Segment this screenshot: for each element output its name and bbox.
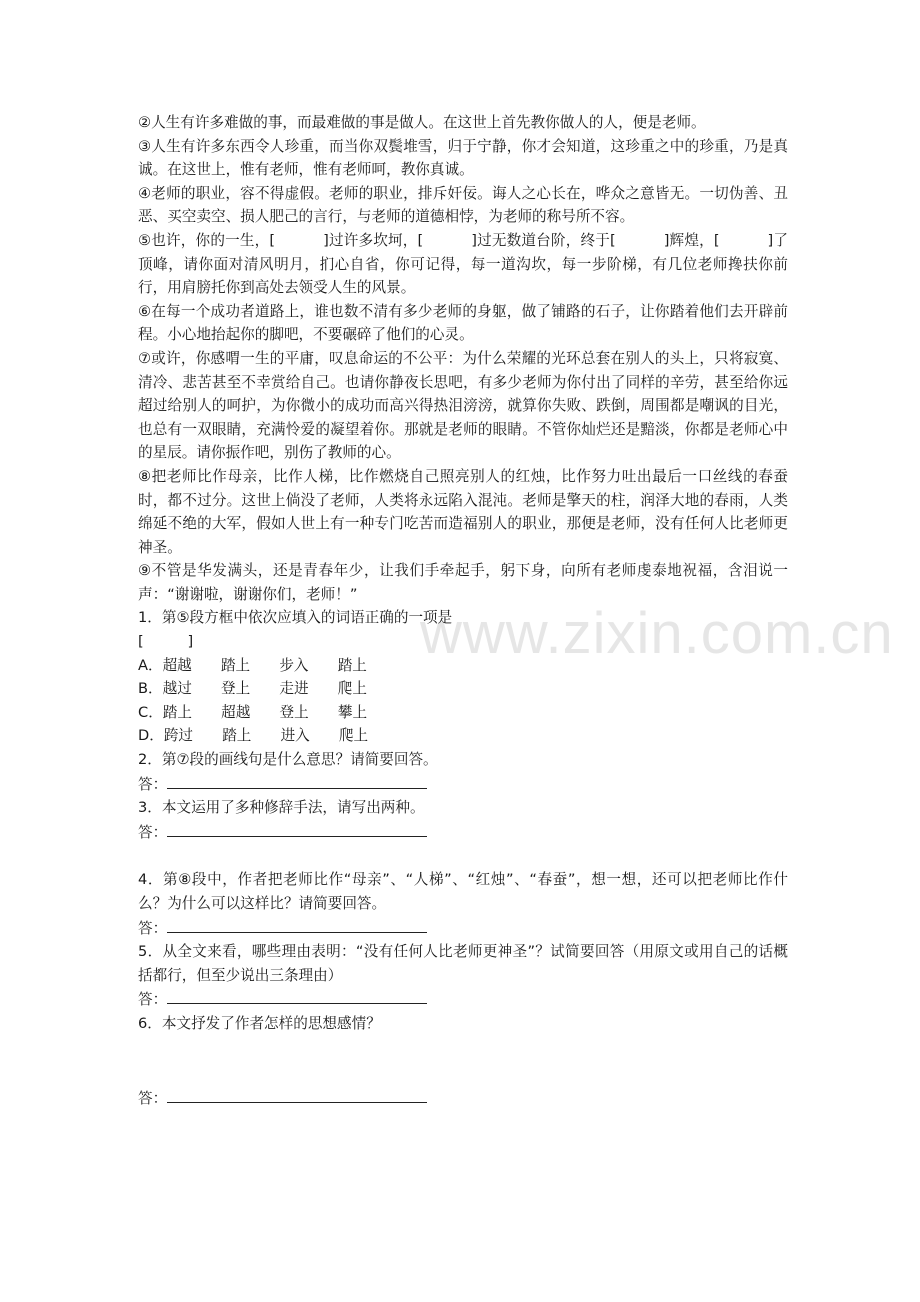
answer-4 <box>138 916 788 941</box>
paragraph-5-part-5: ]了顶峰，请你面对清风明月，扪心自省，你可记得，每一道沟坎，每一步阶梯，有几位老师搀扶你前行，用肩膀托你到高处去领受人生的风景。 <box>138 231 789 297</box>
paragraph-9: ⑨不管是华发满头，还是青春年少，让我们手牵起手，躬下身，向所有老师虔泰地祝福，含泪说一声：“谢谢啦，谢谢你们，老师！” <box>138 562 788 603</box>
answer-line-5[interactable] <box>167 987 427 1004</box>
answer-3 <box>138 820 788 845</box>
paragraph-5-part-1: ⑤也许，你的一生，[ <box>138 231 276 249</box>
answer-label: 答： <box>138 919 168 937</box>
answer-line-3[interactable] <box>167 820 427 837</box>
answer-2 <box>138 772 788 797</box>
paragraph-2: ②人生有许多难做的事，而最难做的事是做人。在这世上首先教你做人的人，便是老师。 <box>138 114 706 131</box>
spacer <box>138 844 788 868</box>
question-1: 1．第⑤段方框中依次应填入的词语正确的一项是 <box>138 609 453 627</box>
paragraph-4: ④老师的职业，容不得虚假。老师的职业，排斥奸佞。诲人之心长在，哗众之意皆无。一切伪善、丑恶、买空卖空、损人肥己的言行，与老师的道德相悖，为老师的称号所不容。 <box>138 184 788 226</box>
question-4: 4．第⑧段中，作者把老师比作“母亲”、“人梯”、“红烛”、“春蚕”，想一想，还可以把老师比作什么？为什么可以这样比？请简要回答。 <box>138 871 788 912</box>
question-3: 3．本文运用了多种修辞手法，请写出两种。 <box>138 799 425 817</box>
paragraph-3: ③人生有许多东西令人珍重，而当你双鬓堆雪，归于宁静，你才会知道，这珍重之中的珍重，乃是真诚。在这世上，惟有老师，惟有老师呵，教你真诚。 <box>138 137 788 179</box>
question-5: 5．从全文来看，哪些理由表明：“没有任何人比老师更神圣”？试简要回答（用原文或用自己的话概括都行，但至少说出三条理由） <box>138 943 788 984</box>
answer-label: 答： <box>138 775 168 793</box>
watermark: www.zixin.com.cn <box>420 601 894 666</box>
answer-line-6[interactable] <box>167 1086 427 1103</box>
paragraph-5-part-3: ]过无数道台阶，终于[ <box>471 231 616 249</box>
question-1-bracket: [ ] <box>138 633 194 651</box>
paragraph-5-part-2: ]过许多坎坷，[ <box>323 231 424 249</box>
paragraph-7: ⑦或许，你感喟一生的平庸，叹息命运的不公平：为什么荣耀的光环总套在别人的头上，只将寂寞、清冷、悲苦甚至不幸赏给自己。也请你静夜长思吧，有多少老师为你付出了同样的辛劳，甚至给你远超过给别人的呵护，为你微小的成功而高兴得热泪滂滂，就算你失败、跌倒，周围都是嘲讽的目光，也总有一双眼睛，充满怜爱的凝望着你。那就是老师的眼睛。不管你灿烂还是黯淡，你都是老师心中的星辰。请你振作吧，别伤了教师的心。 <box>138 349 788 462</box>
document-body <box>138 111 788 1110</box>
option-c[interactable]: C．踏上 超越 登上 攀上 <box>138 703 368 721</box>
option-a[interactable]: A．超越 踏上 步入 踏上 <box>138 656 367 674</box>
answer-6 <box>138 1086 788 1111</box>
paragraph-8: ⑧把老师比作母亲，比作人梯，比作燃烧自己照亮别人的红烛，比作努力吐出最后一口丝线的春蚕时，都不过分。这世上倘没了老师，人类将永远陷入混沌。老师是擎天的柱，润泽大地的春雨，人类绵延不绝的大军，假如人世上有一种专门吃苦而造福别人的职业，那便是老师，没有任何人比老师更神圣。 <box>138 467 788 556</box>
option-d[interactable]: D．跨过 踏上 进入 爬上 <box>138 727 369 745</box>
answer-line-2[interactable] <box>167 772 427 789</box>
answer-label: 答： <box>138 823 168 841</box>
spacer <box>138 1036 788 1086</box>
answer-label: 答： <box>138 1089 168 1107</box>
question-6: 6．本文抒发了作者怎样的思想感情？ <box>138 1014 381 1032</box>
answer-line-4[interactable] <box>167 916 427 933</box>
option-b[interactable]: B．越过 登上 走进 爬上 <box>138 680 367 698</box>
paragraph-5 <box>138 229 788 300</box>
answer-label: 答： <box>138 991 168 1009</box>
answer-5 <box>138 987 788 1012</box>
paragraph-5-part-4: ]辉煌，[ <box>663 231 720 249</box>
paragraph-6: ⑥在每一个成功者道路上，谁也数不清有多少老师的身躯，做了铺路的石子，让你踏着他们去开辟前程。小心地抬起你的脚吧，不要碾碎了他们的心灵。 <box>138 302 788 344</box>
question-2: 2．第⑦段的画线句是什么意思？请简要回答。 <box>138 751 438 769</box>
